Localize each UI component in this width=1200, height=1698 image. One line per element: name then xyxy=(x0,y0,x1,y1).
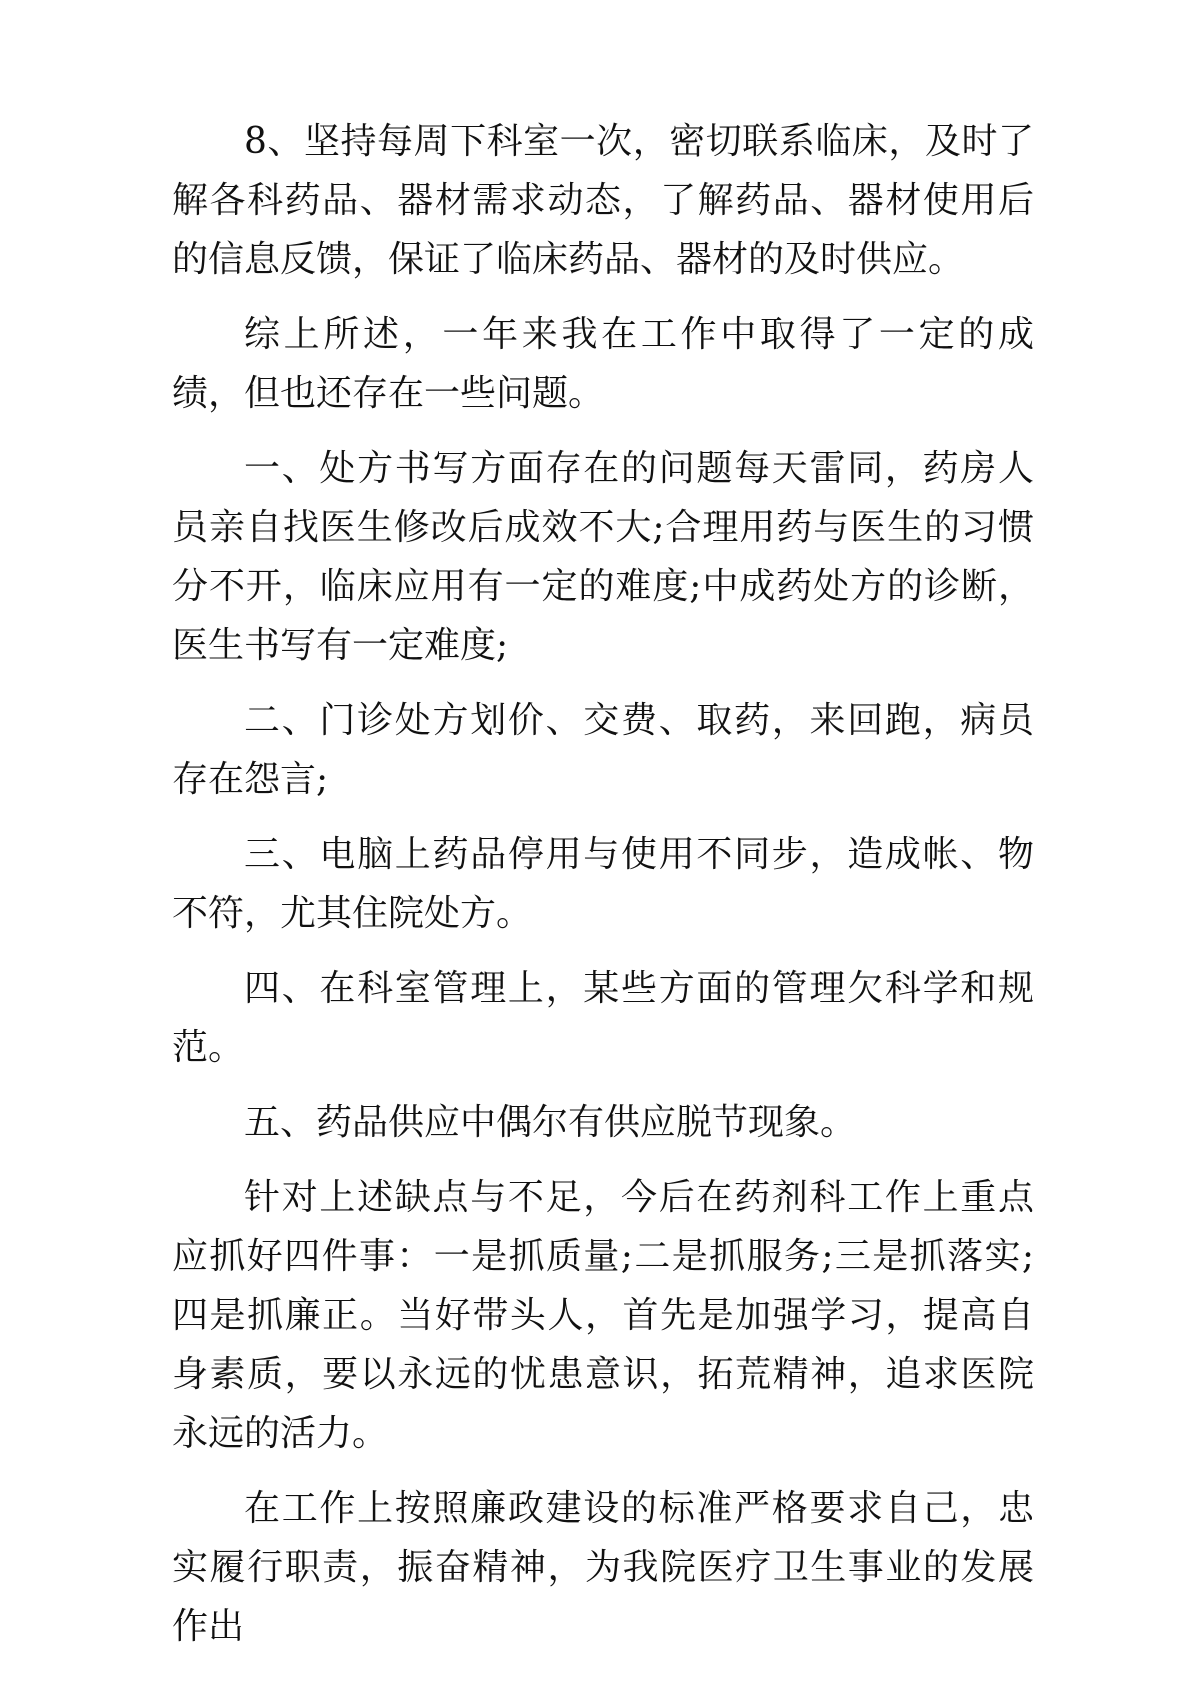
paragraph-item-8: 8、坚持每周下科室一次，密切联系临床，及时了解各科药品、器材需求动态，了解药品、器材使用后的信息反馈，保证了临床药品、器材的及时供应。 xyxy=(172,121,1034,280)
paragraph-commitment: 在工作上按照廉政建设的标准严格要求自己，忠实履行职责，振奋精神，为我院医疗卫生事业的发展作出 xyxy=(172,1488,1034,1647)
paragraph-problem-3: 三、电脑上药品停用与使用不同步，造成帐、物不符，尤其住院处方。 xyxy=(172,834,1034,934)
paragraph-plan: 针对上述缺点与不足，今后在药剂科工作上重点应抓好四件事：一是抓质量;二是抓服务;三是抓落实;四是抓廉正。当好带头人，首先是加强学习，提高自身素质，要以永远的忧患意识，拓荒精神，追求医院永远的活力。 xyxy=(172,1177,1034,1454)
paragraph-problem-1: 一、处方书写方面存在的问题每天雷同，药房人员亲自找医生修改后成效不大;合理用药与医生的习惯分不开，临床应用有一定的难度;中成药处方的诊断，医生书写有一定难度; xyxy=(172,448,1034,666)
document-body xyxy=(172,112,1034,1672)
paragraph-problem-4: 四、在科室管理上，某些方面的管理欠科学和规范。 xyxy=(172,968,1034,1068)
paragraph-problem-2: 二、门诊处方划价、交费、取药，来回跑，病员存在怨言; xyxy=(172,700,1034,800)
paragraph-problem-5: 五、药品供应中偶尔有供应脱节现象。 xyxy=(244,1102,857,1143)
paragraph-summary: 综上所述，一年来我在工作中取得了一定的成绩，但也还存在一些问题。 xyxy=(172,314,1034,414)
